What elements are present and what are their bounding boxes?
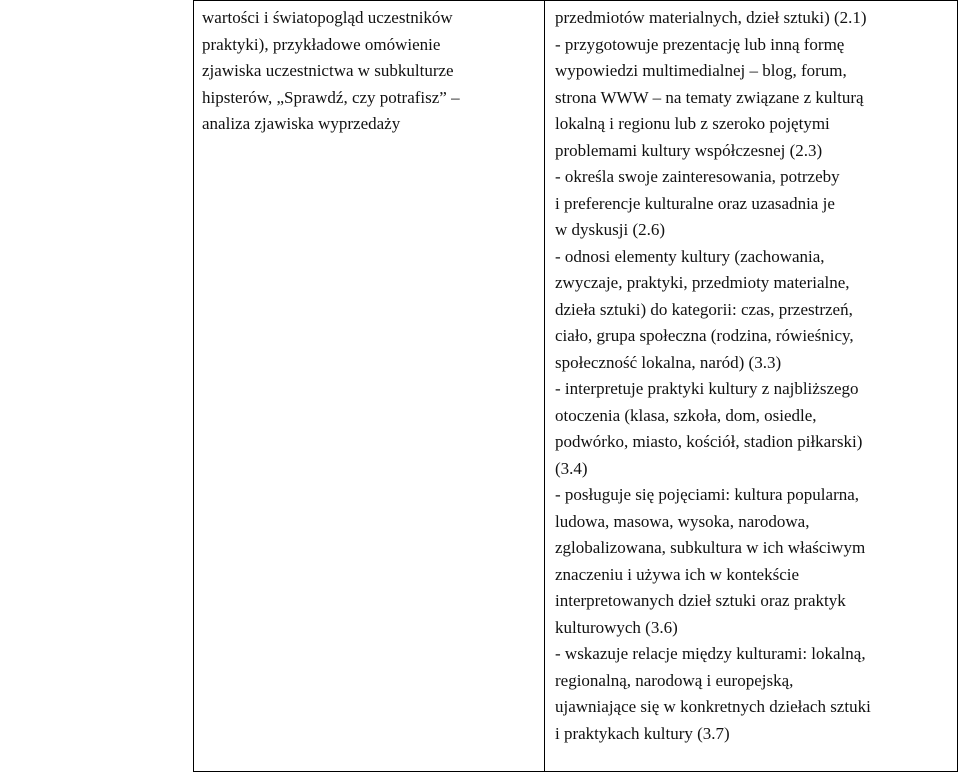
text-line: kulturowych (3.6) [555,617,678,637]
text-line: - posługuje się pojęciami: kultura popularna, [555,485,860,504]
text-line: interpretowanych dzieł sztuki oraz praktyk [555,591,846,610]
left-cell-text [194,1,544,138]
text-line: i praktykach kultury (3.7) [555,723,730,743]
text-line: problemami kultury współczesnej (2.3) [555,140,823,160]
text-line: otoczenia (klasa, szkoła, dom, osiedle, [555,405,817,425]
text-line: zglobalizowana, subkultura w ich właściwym [555,538,866,557]
text-line: strona WWW – na tematy związane z kulturą [555,87,864,107]
text-line: analiza zjawiska wyprzedaży [202,114,401,133]
text-line: zwyczaje, praktyki, przedmioty materialne, [555,273,850,292]
text-line: ciało, grupa społeczna (rodzina, rówieśnicy, [555,326,854,345]
text-line: i preferencje kulturalne oraz uzasadnia je [555,193,835,213]
text-line: podwórko, miasto, kościół, stadion piłkarski) [555,432,863,451]
text-line: dzieła sztuki) do kategorii: czas, przestrzeń, [555,299,853,319]
right-cell-text [545,1,957,747]
text-line: w dyskusji (2.6) [555,220,666,239]
text-line: hipsterów, „Sprawdź, czy potrafisz” – [202,87,460,107]
text-line: wypowiedzi multimedialnej – blog, forum, [555,61,847,80]
text-line: znaczeniu i używa ich w kontekście [555,564,800,584]
text-line: przedmiotów materialnych, dzieł sztuki) (2.1) [555,8,867,27]
text-line: - określa swoje zainteresowania, potrzeby [555,167,840,186]
text-line: zjawiska uczestnictwa w subkulturze [202,61,454,80]
text-line: - przygotowuje prezentację lub inną formę [555,34,845,54]
text-line: - interpretuje praktyki kultury z najbliższego [555,379,859,398]
text-line: - odnosi elementy kultury (zachowania, [555,246,825,266]
text-line: lokalną i regionu lub z szeroko pojętymi [555,114,830,133]
text-line: regionalną, narodową i europejską, [555,670,794,690]
text-line: społeczność lokalna, naród) (3.3) [555,352,782,372]
left-cell-activities [194,1,545,772]
text-line: (3.4) [555,458,588,478]
text-line: wartości i światopogląd uczestników [202,8,453,27]
text-line: ludowa, masowa, wysoka, narodowa, [555,511,810,531]
text-line: - wskazuje relacje między kulturami: lokalną, [555,644,866,663]
text-line: ujawniające się w konkretnych dziełach sztuki [555,697,871,716]
table-row [194,1,958,772]
curriculum-table [193,0,958,772]
right-cell-outcomes [545,1,958,772]
text-line: praktyki), przykładowe omówienie [202,34,441,54]
